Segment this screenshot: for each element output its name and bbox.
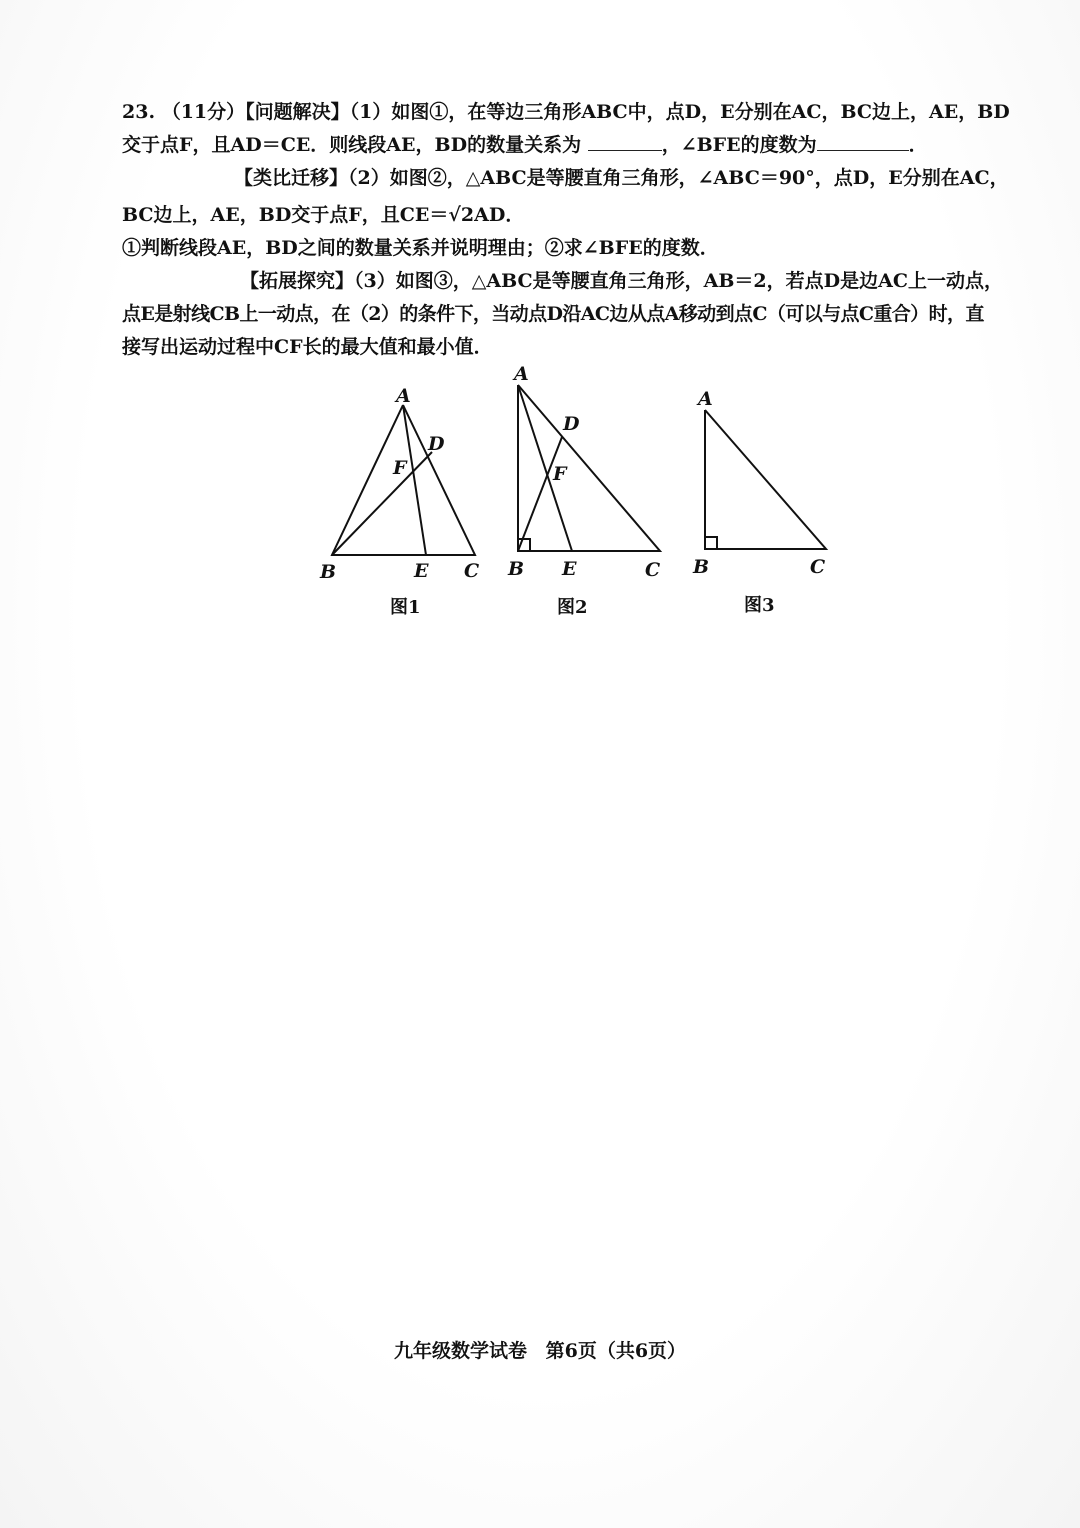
part3-line3: 接写出运动过程中CF长的最大值和最小值．: [122, 336, 493, 358]
fig1-caption: 图1: [390, 597, 421, 618]
figure-1: [332, 405, 475, 555]
part2-heading: 【类比迁移】: [234, 167, 349, 189]
fig2-label-e: E: [562, 558, 577, 580]
part3-line1: （3）如图③，△ABC是等腰直角三角形，AB＝2，若点D是边AC上一动点，: [354, 270, 1003, 292]
part3-heading: 【拓展探究】: [240, 270, 355, 292]
fig3-triangle-abc: [705, 410, 826, 549]
fig1-label-d: D: [428, 433, 445, 455]
footer-page-number: 第6页（共6页）: [545, 1340, 687, 1362]
fig2-label-f: F: [553, 463, 567, 485]
fig2-label-d: D: [563, 413, 580, 435]
figure-3: [705, 410, 826, 549]
fig1-segment-bd: [332, 452, 432, 555]
part1-line1: （1）如图①，在等边三角形ABC中，点D，E分别在AC，BC边上，AE，BD: [349, 101, 1010, 123]
fig3-label-b: B: [693, 556, 710, 578]
fig1-label-c: C: [464, 560, 480, 582]
fig2-label-b: B: [508, 558, 525, 580]
fig2-triangle-abc: [518, 385, 660, 551]
fig3-caption: 图3: [744, 595, 775, 616]
part2-line3: ①判断线段AE，BD之间的数量关系并说明理由；②求∠BFE的度数．: [122, 237, 719, 259]
part1-line2-a: 交于点F，且AD＝CE．则线段AE，BD的数量关系为: [122, 134, 582, 156]
fig2-label-a: A: [514, 363, 529, 385]
fig2-label-c: C: [645, 559, 661, 581]
fig3-label-c: C: [810, 556, 826, 578]
figure-2: [518, 385, 660, 551]
part3-line2: 点E是射线CB上一动点，在（2）的条件下，当动点D沿AC边从点A移动到点C（可以与点C重合）时，直: [122, 303, 984, 325]
fig1-label-b: B: [320, 561, 337, 583]
problem-number: 23.: [122, 101, 156, 123]
fig1-label-a: A: [396, 385, 411, 407]
sqrt-2: √2: [448, 204, 475, 226]
part2-line2-b: AD．: [474, 204, 525, 226]
part2-line2-a: BC边上，AE，BD交于点F，且CE＝: [122, 204, 449, 226]
figures: [0, 0, 1080, 700]
footer-exam-title: 九年级数学试卷: [393, 1340, 527, 1362]
fig3-right-angle-mark: [705, 537, 717, 549]
part1-line2-b: ，∠BFE的度数为: [661, 134, 817, 156]
part1-line2-c: ．: [908, 134, 928, 156]
fig3-label-a: A: [698, 388, 713, 410]
problem-score: （11分）: [161, 101, 246, 123]
fig1-label-e: E: [414, 560, 429, 582]
part2-line1: （2）如图②，△ABC是等腰直角三角形，∠ABC＝90°，点D，E分别在AC，: [348, 167, 1009, 189]
page-footer: [0, 1336, 1080, 1363]
fig2-caption: 图2: [557, 597, 588, 618]
part1-heading: 【问题解决】: [245, 101, 350, 123]
fig1-label-f: F: [393, 457, 407, 479]
